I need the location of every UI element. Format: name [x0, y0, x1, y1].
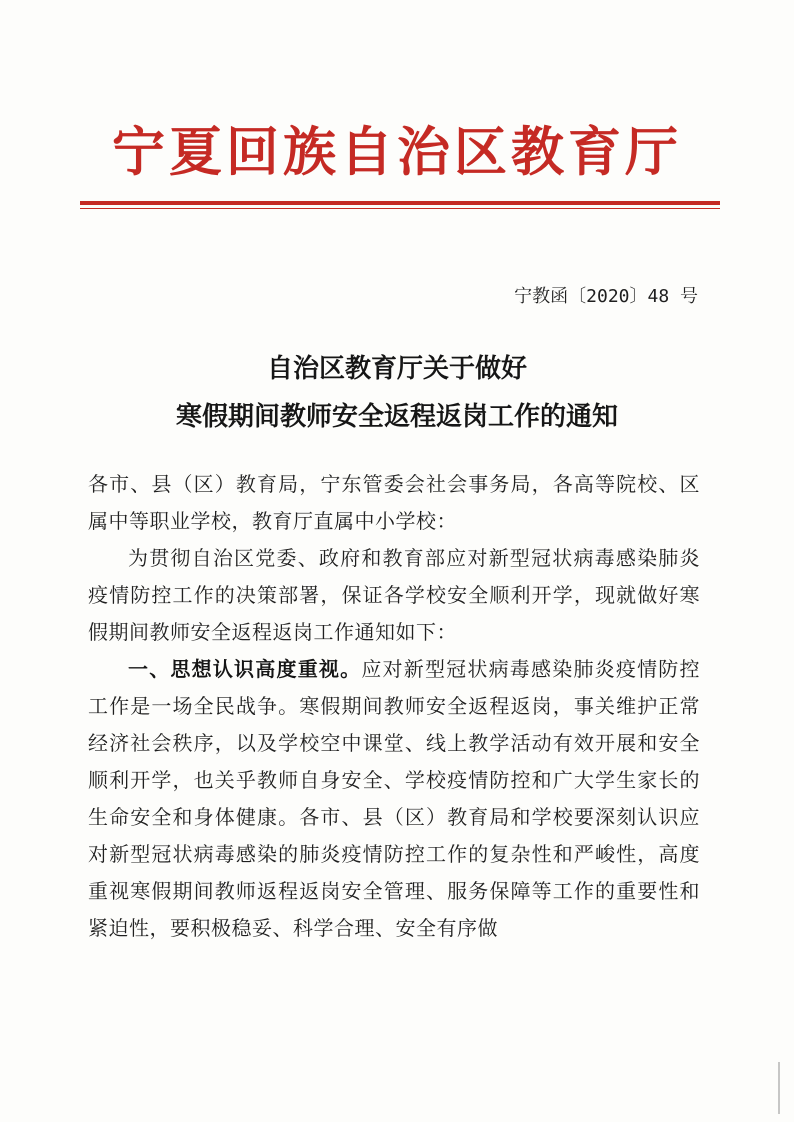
section-1-text: 应对新型冠状病毒感染肺炎疫情防控工作是一场全民战争。寒假期间教师安全返程返岗，事关维护正常经济社会秩序，以及学校空中课堂、线上教学活动有效开展和安全顺利开学，也关乎教师自身安全、学校疫情防控和广大学生家长的生命安全和身体健康。各市、县（区）教育局和学校要深刻认识应对新型冠状病毒感染的肺炎疫情防控工作的复杂性和严峻性，高度重视寒假期间教师返程返岗安全管理、服务保障等工作的重要性和紧迫性，要积极稳妥、科学合理、安全有序做	[88, 657, 701, 940]
intro-paragraph: 为贯彻自治区党委、政府和教育部应对新型冠状病毒感染肺炎疫情防控工作的决策部署，保证各学校安全顺利开学，现就做好寒假期间教师安全返程返岗工作通知如下：	[88, 546, 700, 644]
document-title-line-1: 自治区教育厅关于做好	[266, 354, 527, 384]
document-title-line-2: 寒假期间教师安全返程返岗工作的通知	[175, 402, 618, 432]
section-1-paragraph	[88, 651, 700, 947]
section-1-heading: 一、思想认识高度重视。	[128, 657, 362, 681]
salutation: 各市、县（区）教育局，宁东管委会社会事务局，各高等院校、区属中等职业学校，教育厅直属中小学校：	[88, 472, 700, 533]
letterhead-red-rule-thick	[80, 201, 720, 205]
letterhead-red-rule-thin	[80, 208, 720, 209]
document-body	[88, 466, 700, 947]
document-number: 宁教函〔2020〕48 号	[514, 286, 698, 307]
scan-edge-mark	[778, 1062, 780, 1114]
letterhead-title: 宁夏回族自治区教育厅	[112, 121, 682, 183]
